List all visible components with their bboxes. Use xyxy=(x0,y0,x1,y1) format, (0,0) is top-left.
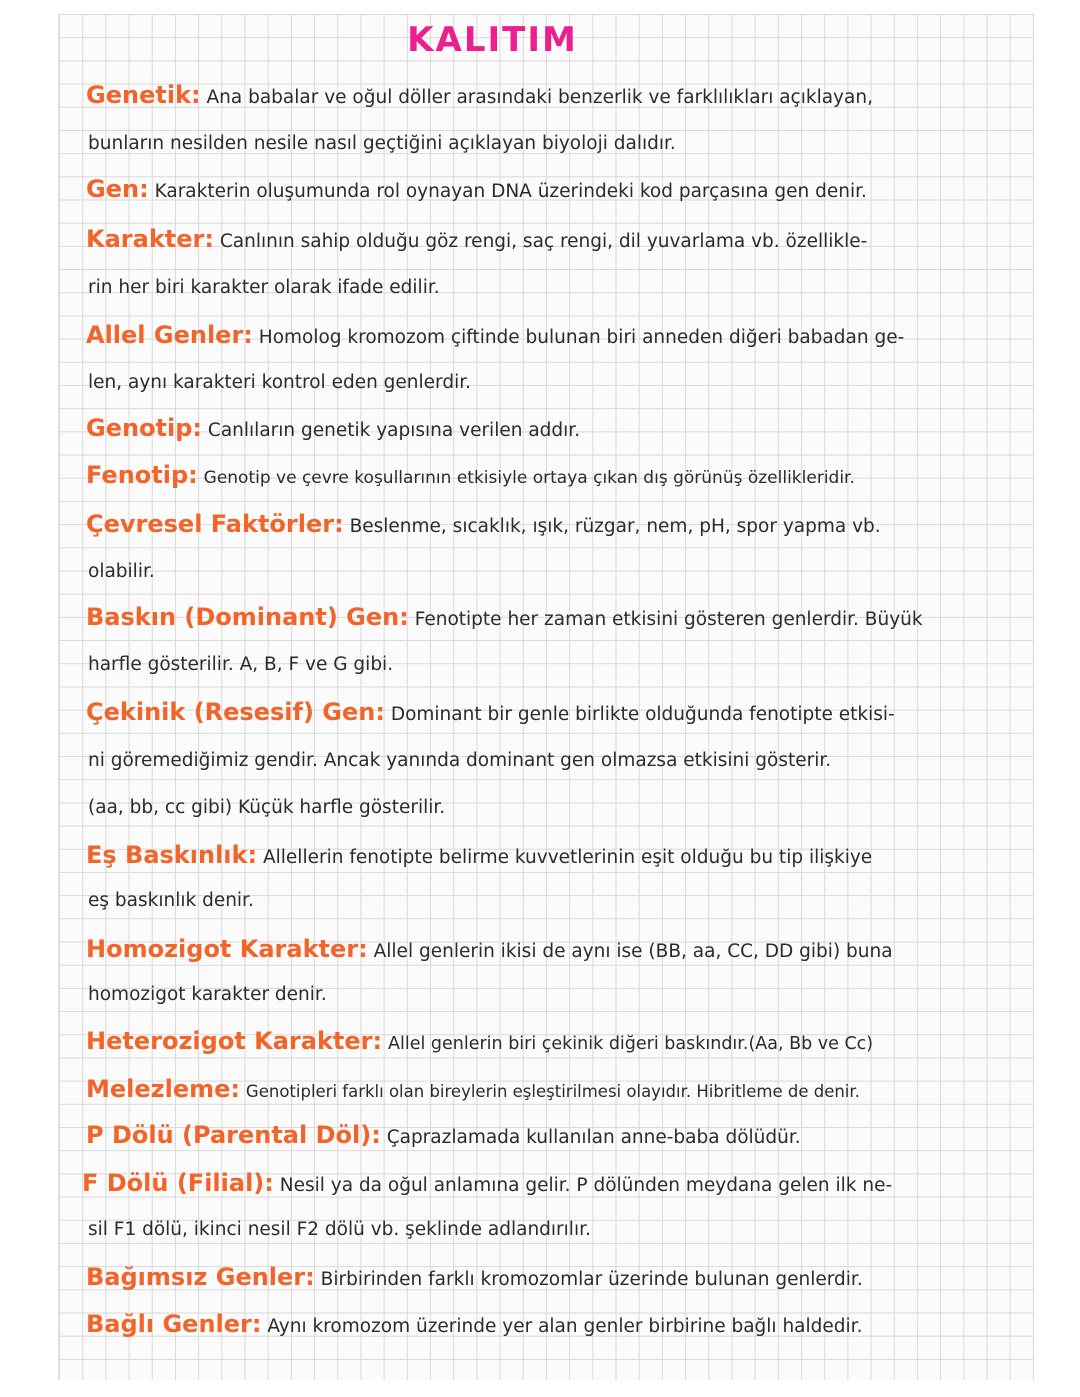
entry-heterozigot-karakter xyxy=(86,1026,1036,1059)
definition-line: Ana babalar ve oğul döller arasındaki benzerlik ve farklılıkları açıklayan, xyxy=(206,87,873,108)
definition-line: (aa, bb, cc gibi) Küçük harfle gösterilir. xyxy=(88,797,446,818)
definition-line: Fenotipte her zaman etkisini gösteren genlerdir. Büyük xyxy=(414,609,923,630)
entry-bagimsiz-genler xyxy=(86,1262,1036,1295)
entry-p-dolu xyxy=(86,1120,1036,1153)
definition-line: Çaprazlamada kullanılan anne-baba dölüdür. xyxy=(386,1127,801,1148)
entry-cevresel-faktorler xyxy=(86,509,1036,542)
term-genotip: Genotip: xyxy=(86,414,203,442)
term-baskin-gen: Baskın (Dominant) Gen: xyxy=(86,603,409,631)
definition-line: bunların nesilden nesile nasıl geçtiğini açıklayan biyoloji dalıdır. xyxy=(88,133,676,154)
term-f-dolu: F Dölü (Filial): xyxy=(82,1169,274,1197)
entry-genotip xyxy=(86,413,1036,446)
definition-line: rin her biri karakter olarak ifade edilir. xyxy=(88,277,440,298)
term-melezleme: Melezleme: xyxy=(86,1075,241,1103)
definition-line: Birbirinden farklı kromozomlar üzerinde bulunan genlerdir. xyxy=(320,1269,863,1290)
entry-es-baskinlik xyxy=(86,840,1036,873)
definition-line: Allel genlerin ikisi de aynı ise (BB, aa, CC, DD gibi) buna xyxy=(373,941,893,962)
definition-line: harfle gösterilir. A, B, F ve G gibi. xyxy=(88,654,394,675)
term-gen: Gen: xyxy=(86,175,149,203)
entry-gen xyxy=(86,174,1036,207)
entry-melezleme xyxy=(86,1074,1036,1107)
definition-line: eş baskınlık denir. xyxy=(88,890,254,911)
entry-karakter xyxy=(86,224,1036,257)
definition-line: ni göremediğimiz gendir. Ancak yanında dominant gen olmazsa etkisini gösterir. xyxy=(88,750,832,771)
term-es-baskinlik: Eş Baskınlık: xyxy=(86,841,258,869)
definition-line: Aynı kromozom üzerinde yer alan genler birbirine bağlı haldedir. xyxy=(267,1316,863,1337)
entry-allel-genler xyxy=(86,320,1036,353)
definition-line: Allel genlerin biri çekinik diğeri baskındır.(Aa, Bb ve Cc) xyxy=(388,1034,874,1054)
entry-genetik xyxy=(86,80,1036,113)
page-title: KALITIM xyxy=(407,20,578,60)
term-bagli-genler: Bağlı Genler: xyxy=(86,1310,262,1338)
term-homozigot-karakter: Homozigot Karakter: xyxy=(86,935,368,963)
definition-line: olabilir. xyxy=(88,561,155,582)
term-fenotip: Fenotip: xyxy=(86,461,198,489)
definition-line: Homolog kromozom çiftinde bulunan biri anneden diğeri babadan ge- xyxy=(258,327,905,348)
definition-line: Genotip ve çevre koşullarının etkisiyle ortaya çıkan dış görünüş özellikleridir. xyxy=(203,468,855,488)
entry-fenotip xyxy=(86,460,1036,493)
entry-f-dolu xyxy=(82,1168,1032,1201)
term-heterozigot-karakter: Heterozigot Karakter: xyxy=(86,1027,383,1055)
entry-bagli-genler xyxy=(86,1309,1036,1342)
definition-line: homozigot karakter denir. xyxy=(88,984,327,1005)
definition-line: Dominant bir genle birlikte olduğunda fenotipte etkisi- xyxy=(390,704,895,725)
term-cekinik-gen: Çekinik (Resesif) Gen: xyxy=(86,698,385,726)
term-allel-genler: Allel Genler: xyxy=(86,321,253,349)
entry-homozigot-karakter xyxy=(86,934,1036,967)
term-karakter: Karakter: xyxy=(86,225,214,253)
definition-line: Genotipleri farklı olan bireylerin eşleştirilmesi olayıdır. Hibritleme de denir. xyxy=(245,1082,860,1101)
term-bagimsiz-genler: Bağımsız Genler: xyxy=(86,1263,315,1291)
definition-line: Beslenme, sıcaklık, ışık, rüzgar, nem, pH, spor yapma vb. xyxy=(349,516,881,537)
definition-line: sil F1 dölü, ikinci nesil F2 dölü vb. şeklinde adlandırılır. xyxy=(88,1219,591,1240)
definition-line: Canlıların genetik yapısına verilen addır. xyxy=(207,420,581,441)
term-p-dolu: P Dölü (Parental Döl): xyxy=(86,1121,381,1149)
entry-cekinik-gen xyxy=(86,697,1036,730)
definition-line: len, aynı karakteri kontrol eden genlerdir. xyxy=(88,372,472,393)
definition-line: Karakterin oluşumunda rol oynayan DNA üzerindeki kod parçasına gen denir. xyxy=(154,181,867,202)
entry-baskin-gen xyxy=(86,602,1036,635)
term-cevresel-faktorler: Çevresel Faktörler: xyxy=(86,510,344,538)
term-genetik: Genetik: xyxy=(86,81,201,109)
definition-line: Canlının sahip olduğu göz rengi, saç rengi, dil yuvarlama vb. özellikle- xyxy=(219,231,868,252)
definition-line: Allellerin fenotipte belirme kuvvetlerinin eşit olduğu bu tip ilişkiye xyxy=(262,847,873,868)
definition-line: Nesil ya da oğul anlamına gelir. P dölünden meydana gelen ilk ne- xyxy=(279,1175,893,1196)
